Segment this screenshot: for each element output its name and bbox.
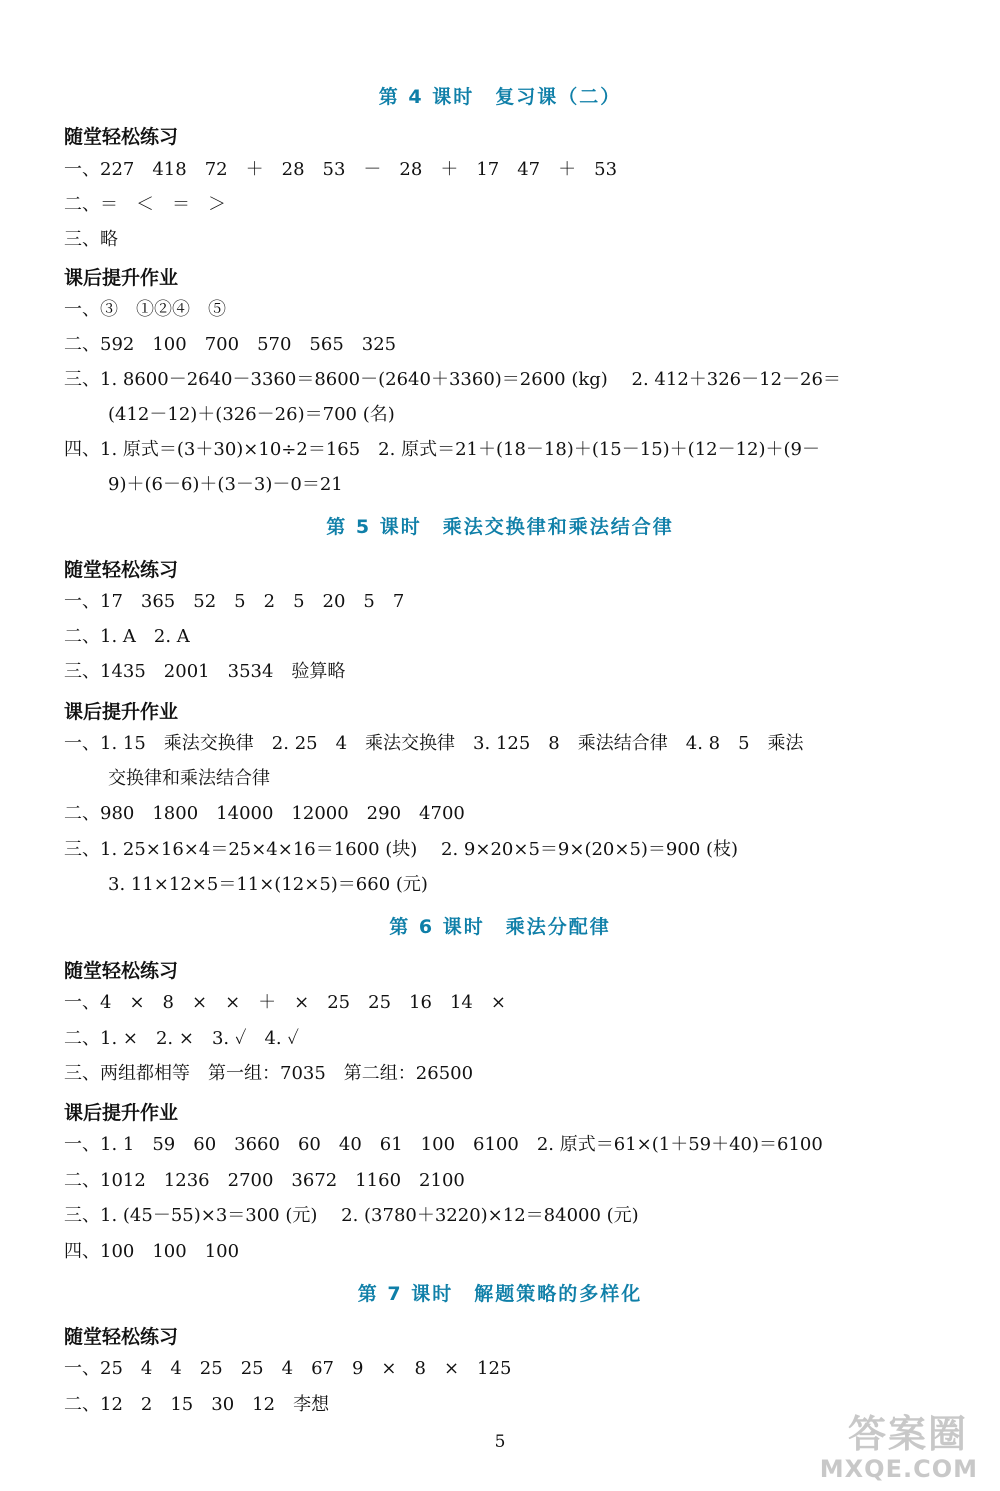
watermark-bottom-text: MXQE.COM xyxy=(819,1455,978,1483)
answer-line-continued: 3. 11×12×5＝11×(12×5)＝660 (元) xyxy=(108,874,428,895)
answer-line: 三、两组都相等 第一组：7035 第二组：26500 xyxy=(64,1063,474,1084)
subheading-practice: 随堂轻松练习 xyxy=(64,1326,179,1348)
subheading-homework: 课后提升作业 xyxy=(64,701,179,723)
answer-line-continued: 交换律和乘法结合律 xyxy=(108,768,270,789)
section-title-lesson-5: 第 5 课时 乘法交换律和乘法结合律 xyxy=(326,516,674,538)
answer-line: 三、1. 8600－2640－3360＝8600－(2640＋3360)＝2600 (kg) 2. 412＋326－12－26＝ xyxy=(64,369,841,390)
watermark-top-text: 答案圈 xyxy=(847,1412,968,1456)
answer-line: 三、略 xyxy=(64,229,118,250)
answer-line: 四、100 100 100 xyxy=(64,1241,240,1262)
answer-line: 一、227 418 72 ＋ 28 53 － 28 ＋ 17 47 ＋ 53 xyxy=(64,159,618,180)
answer-line: 三、1. 25×16×4＝25×4×16＝1600 (块) 2. 9×20×5＝9×(20×5)＝900 (枝) xyxy=(64,839,739,860)
subheading-practice: 随堂轻松练习 xyxy=(64,960,179,982)
subheading-homework: 课后提升作业 xyxy=(64,1102,179,1124)
answer-line-continued: (412－12)＋(326－26)＝700 (名) xyxy=(108,404,395,425)
subheading-homework: 课后提升作业 xyxy=(64,267,179,289)
answer-line: 一、17 365 52 5 2 5 20 5 7 xyxy=(64,591,405,612)
answer-line: 四、1. 原式＝(3＋30)×10÷2＝165 2. 原式＝21＋(18－18)＋(15－15)＋(12－12)＋(9－ xyxy=(64,439,821,460)
answer-line: 二、1. A 2. A xyxy=(64,626,190,647)
answer-line: 一、③ ①②④ ⑤ xyxy=(64,299,226,320)
subheading-practice: 随堂轻松练习 xyxy=(64,126,179,148)
answer-line: 二、12 2 15 30 12 李想 xyxy=(64,1394,330,1415)
answer-line: 一、4 × 8 × × ＋ × 25 25 16 14 × xyxy=(64,992,506,1013)
answer-line: 一、1. 1 59 60 3660 60 40 61 100 6100 2. 原式＝61×(1＋59＋40)＝6100 xyxy=(64,1134,823,1155)
answer-line: 二、592 100 700 570 565 325 xyxy=(64,334,397,355)
answer-line: 三、1. (45－55)×3＝300 (元) 2. (3780＋3220)×12＝84000 (元) xyxy=(64,1205,639,1226)
answer-line: 三、1435 2001 3534 验算略 xyxy=(64,661,346,682)
page-number: 5 xyxy=(494,1432,506,1452)
section-title-lesson-7: 第 7 课时 解题策略的多样化 xyxy=(357,1283,643,1305)
answer-line: 二、＝ ＜ ＝ ＞ xyxy=(64,194,226,215)
answer-line: 一、1. 15 乘法交换律 2. 25 4 乘法交换律 3. 125 8 乘法结合律 4. 8 5 乘法 xyxy=(64,733,804,754)
watermark-logo xyxy=(788,1403,988,1483)
section-title-lesson-4: 第 4 课时 复习课（二） xyxy=(378,86,622,108)
answer-line: 一、25 4 4 25 25 4 67 9 × 8 × 125 xyxy=(64,1358,512,1379)
answer-line-continued: 9)＋(6－6)＋(3－3)－0＝21 xyxy=(108,474,343,495)
answer-line: 二、1012 1236 2700 3672 1160 2100 xyxy=(64,1170,465,1191)
answer-line: 二、1. × 2. × 3. ✓ 4. ✓ xyxy=(64,1028,299,1049)
section-title-lesson-6: 第 6 课时 乘法分配律 xyxy=(389,916,611,938)
answer-line: 二、980 1800 14000 12000 290 4700 xyxy=(64,803,465,824)
subheading-practice: 随堂轻松练习 xyxy=(64,559,179,581)
